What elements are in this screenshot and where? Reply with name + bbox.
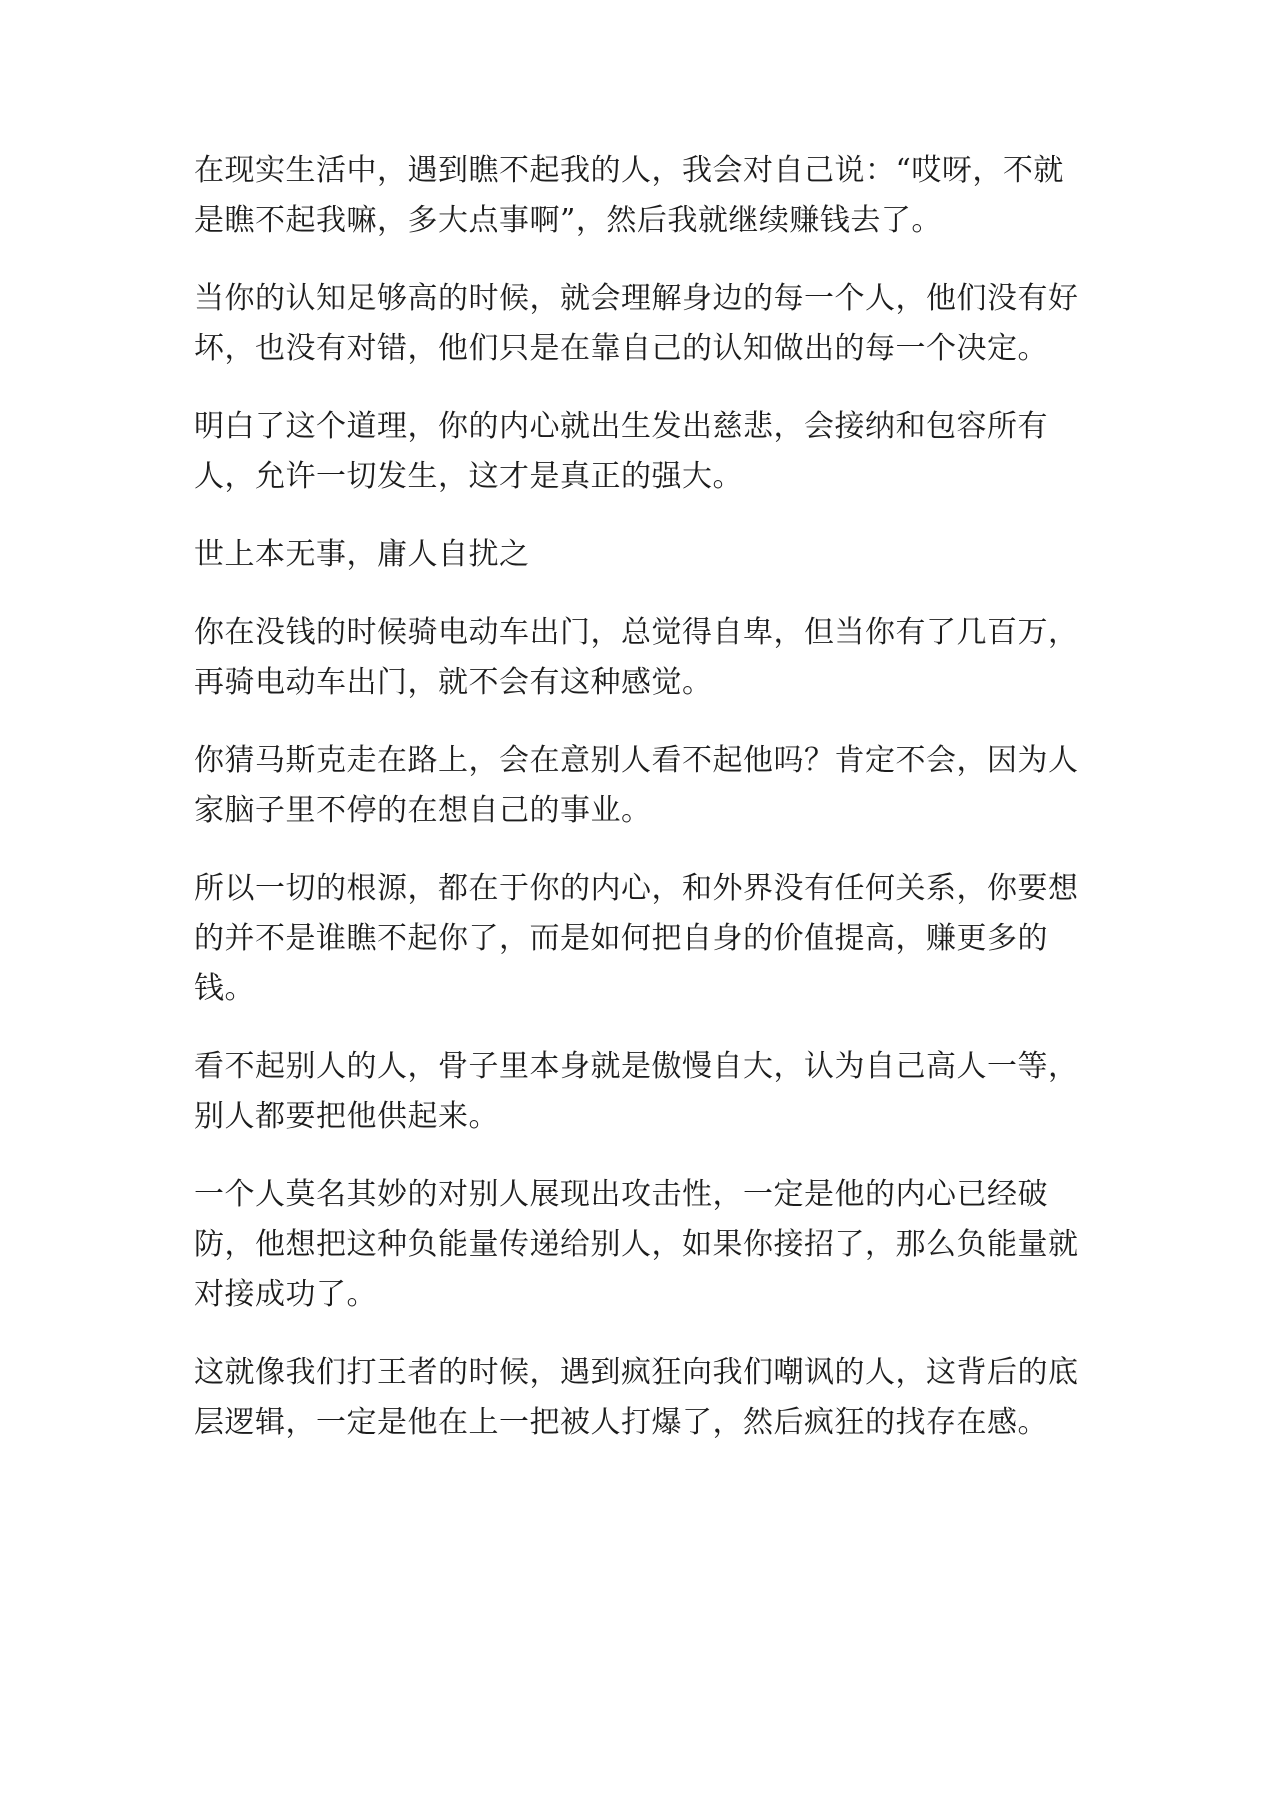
paragraph: 看不起别人的人，骨子里本身就是傲慢自大，认为自己高人一等，别人都要把他供起来。 (194, 1049, 1079, 1134)
document-body (194, 146, 1084, 1476)
paragraph: 这就像我们打王者的时候，遇到疯狂向我们嘲讽的人，这背后的底层逻辑，一定是他在上一把被人打爆了，然后疯狂的找存在感。 (194, 1355, 1079, 1440)
paragraph: 你在没钱的时候骑电动车出门，总觉得自卑，但当你有了几百万，再骑电动车出门，就不会有这种感觉。 (194, 615, 1079, 700)
paragraph: 明白了这个道理，你的内心就出生发出慈悲，会接纳和包容所有人，允许一切发生，这才是真正的强大。 (194, 409, 1048, 494)
paragraph: 你猜马斯克走在路上，会在意别人看不起他吗？肯定不会，因为人家脑子里不停的在想自己的事业。 (194, 743, 1079, 828)
paragraph: 所以一切的根源，都在于你的内心，和外界没有任何关系，你要想的并不是谁瞧不起你了，而是如何把自身的价值提高，赚更多的钱。 (194, 871, 1079, 1006)
paragraph: 当你的认知足够高的时候，就会理解身边的每一个人，他们没有好坏，也没有对错，他们只是在靠自己的认知做出的每一个决定。 (194, 281, 1079, 366)
paragraph: 在现实生活中，遇到瞧不起我的人，我会对自己说：“哎呀，不就是瞧不起我嘛，多大点事啊”，然后我就继续赚钱去了。 (194, 153, 1064, 238)
paragraph: 世上本无事，庸人自扰之 (194, 537, 530, 572)
paragraph: 一个人莫名其妙的对别人展现出攻击性，一定是他的内心已经破防，他想把这种负能量传递给别人，如果你接招了，那么负能量就对接成功了。 (194, 1177, 1079, 1312)
